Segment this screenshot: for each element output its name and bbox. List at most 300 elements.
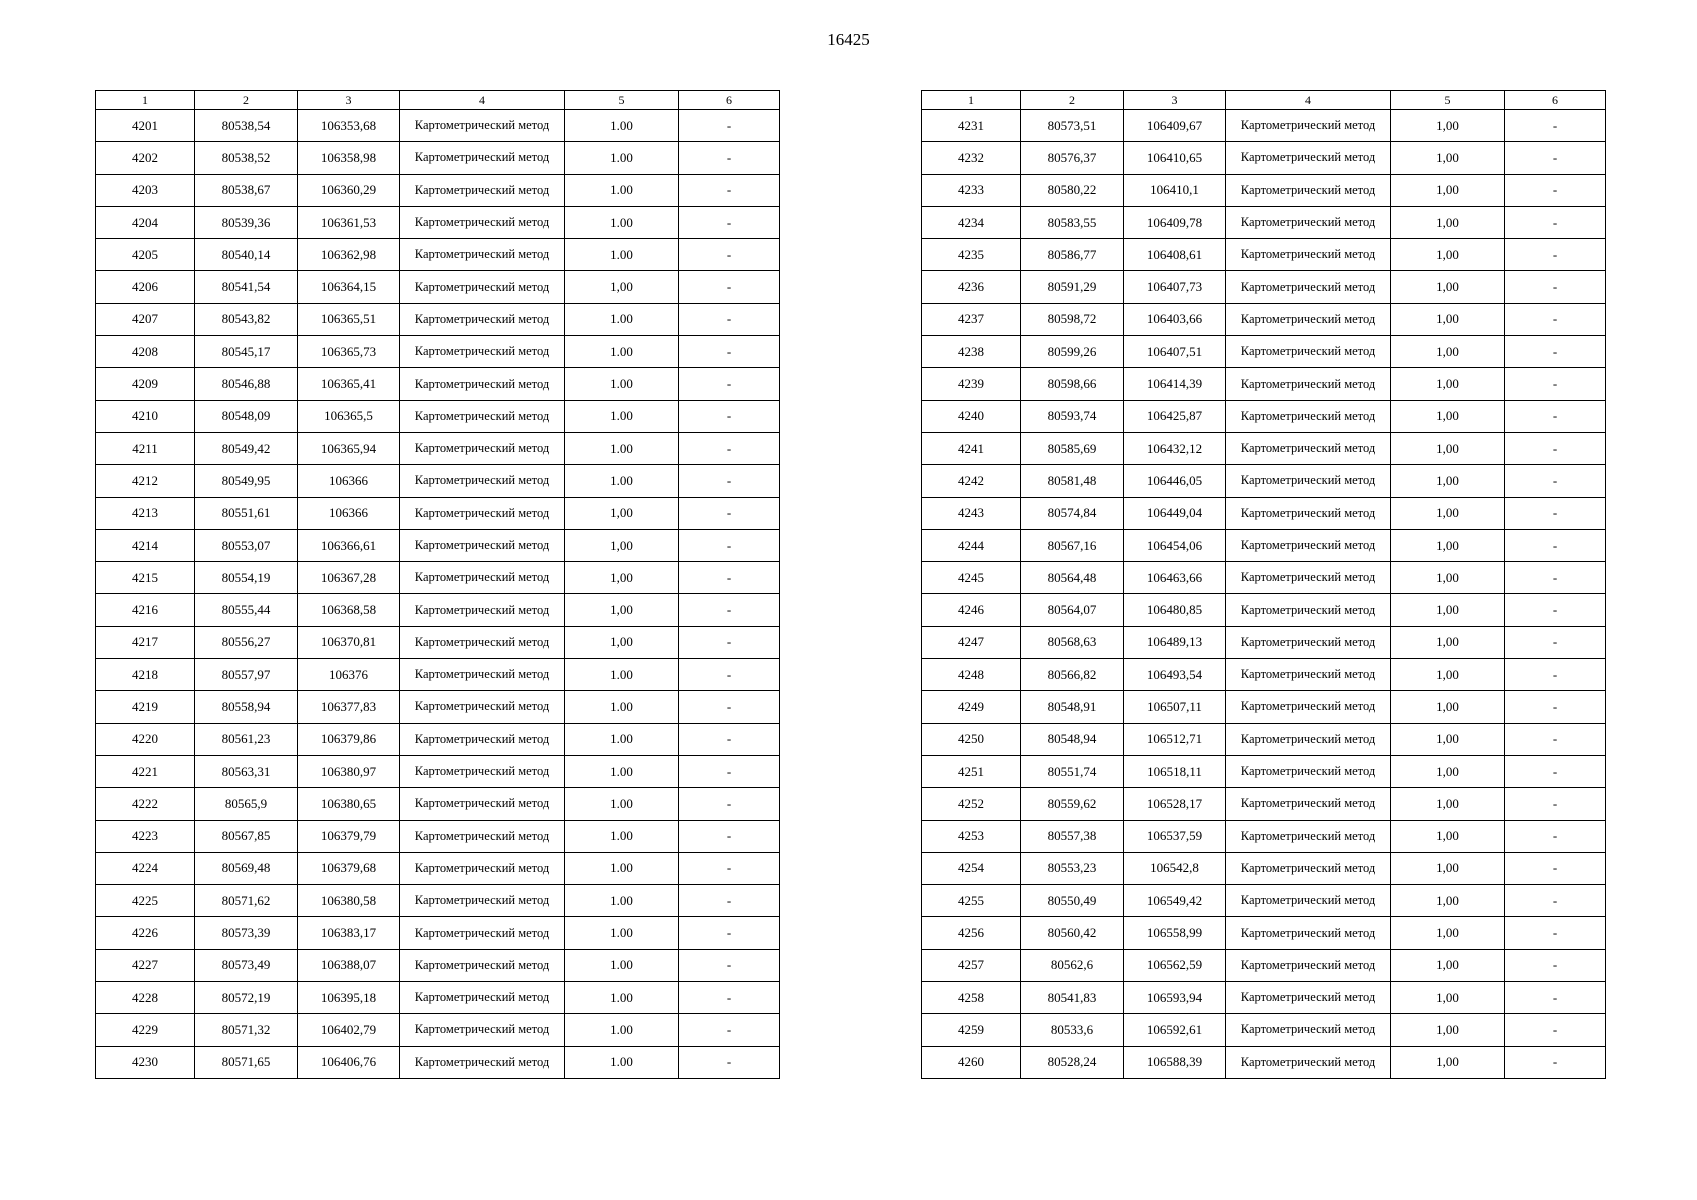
x-coordinate-cell: 80565,9	[195, 788, 298, 820]
y-coordinate-cell: 106380,58	[298, 885, 400, 917]
point-number-cell: 4243	[922, 497, 1021, 529]
point-number-cell: 4247	[922, 626, 1021, 658]
method-cell: Картометрический метод	[1226, 723, 1391, 755]
description-cell: -	[1505, 497, 1606, 529]
method-cell: Картометрический метод	[1226, 788, 1391, 820]
description-cell: -	[1505, 529, 1606, 561]
point-number-cell: 4258	[922, 982, 1021, 1014]
y-coordinate-cell: 106364,15	[298, 271, 400, 303]
x-coordinate-cell: 80546,88	[195, 368, 298, 400]
method-cell: Картометрический метод	[1226, 691, 1391, 723]
x-coordinate-cell: 80585,69	[1021, 432, 1124, 464]
column-header: 2	[195, 91, 298, 110]
method-cell: Картометрический метод	[1226, 626, 1391, 658]
x-coordinate-cell: 80569,48	[195, 852, 298, 884]
method-cell: Картометрический метод	[400, 594, 565, 626]
table-row	[922, 432, 1606, 464]
x-coordinate-cell: 80571,62	[195, 885, 298, 917]
x-coordinate-cell: 80598,72	[1021, 303, 1124, 335]
x-coordinate-cell: 80586,77	[1021, 239, 1124, 271]
method-cell: Картометрический метод	[400, 626, 565, 658]
method-cell: Картометрический метод	[400, 400, 565, 432]
method-cell: Картометрический метод	[400, 755, 565, 787]
accuracy-cell: 1,00	[1391, 336, 1505, 368]
x-coordinate-cell: 80540,14	[195, 239, 298, 271]
accuracy-cell: 1.00	[565, 820, 679, 852]
accuracy-cell: 1.00	[565, 1014, 679, 1046]
table-row	[922, 949, 1606, 981]
x-coordinate-cell: 80572,19	[195, 982, 298, 1014]
method-cell: Картометрический метод	[1226, 659, 1391, 691]
point-number-cell: 4217	[96, 626, 195, 658]
accuracy-cell: 1,00	[1391, 1014, 1505, 1046]
table-row	[96, 497, 780, 529]
accuracy-cell: 1,00	[1391, 432, 1505, 464]
description-cell: -	[679, 239, 780, 271]
description-cell: -	[1505, 626, 1606, 658]
method-cell: Картометрический метод	[1226, 432, 1391, 464]
accuracy-cell: 1,00	[1391, 174, 1505, 206]
table-row	[96, 755, 780, 787]
table-row	[922, 723, 1606, 755]
coordinates-table-right	[921, 90, 1606, 1079]
method-cell: Картометрический метод	[1226, 917, 1391, 949]
description-cell: -	[679, 1014, 780, 1046]
description-cell: -	[679, 400, 780, 432]
point-number-cell: 4205	[96, 239, 195, 271]
point-number-cell: 4257	[922, 949, 1021, 981]
point-number-cell: 4244	[922, 529, 1021, 561]
y-coordinate-cell: 106365,73	[298, 336, 400, 368]
y-coordinate-cell: 106562,59	[1124, 949, 1226, 981]
accuracy-cell: 1,00	[1391, 1046, 1505, 1078]
method-cell: Картометрический метод	[1226, 303, 1391, 335]
x-coordinate-cell: 80550,49	[1021, 885, 1124, 917]
description-cell: -	[679, 788, 780, 820]
accuracy-cell: 1,00	[1391, 594, 1505, 626]
point-number-cell: 4227	[96, 949, 195, 981]
method-cell: Картометрический метод	[400, 852, 565, 884]
accuracy-cell: 1,00	[1391, 788, 1505, 820]
method-cell: Картометрический метод	[1226, 594, 1391, 626]
x-coordinate-cell: 80554,19	[195, 562, 298, 594]
x-coordinate-cell: 80580,22	[1021, 174, 1124, 206]
column-header: 3	[1124, 91, 1226, 110]
method-cell: Картометрический метод	[400, 982, 565, 1014]
x-coordinate-cell: 80583,55	[1021, 206, 1124, 238]
accuracy-cell: 1.00	[565, 174, 679, 206]
accuracy-cell: 1.00	[565, 691, 679, 723]
table-row	[922, 497, 1606, 529]
description-cell: -	[679, 497, 780, 529]
description-cell: -	[1505, 271, 1606, 303]
method-cell: Картометрический метод	[400, 465, 565, 497]
description-cell: -	[1505, 432, 1606, 464]
y-coordinate-cell: 106403,66	[1124, 303, 1226, 335]
description-cell: -	[679, 174, 780, 206]
x-coordinate-cell: 80543,82	[195, 303, 298, 335]
y-coordinate-cell: 106380,97	[298, 755, 400, 787]
table-row	[922, 271, 1606, 303]
accuracy-cell: 1.00	[565, 917, 679, 949]
y-coordinate-cell: 106592,61	[1124, 1014, 1226, 1046]
column-header: 5	[1391, 91, 1505, 110]
table-row	[922, 400, 1606, 432]
table-row	[96, 949, 780, 981]
point-number-cell: 4210	[96, 400, 195, 432]
table-row	[922, 239, 1606, 271]
point-number-cell: 4226	[96, 917, 195, 949]
table-row	[96, 820, 780, 852]
accuracy-cell: 1,00	[1391, 206, 1505, 238]
y-coordinate-cell: 106361,53	[298, 206, 400, 238]
method-cell: Картометрический метод	[1226, 271, 1391, 303]
y-coordinate-cell: 106407,51	[1124, 336, 1226, 368]
description-cell: -	[679, 142, 780, 174]
x-coordinate-cell: 80560,42	[1021, 917, 1124, 949]
x-coordinate-cell: 80566,82	[1021, 659, 1124, 691]
x-coordinate-cell: 80591,29	[1021, 271, 1124, 303]
method-cell: Картометрический метод	[400, 949, 565, 981]
accuracy-cell: 1.00	[565, 982, 679, 1014]
y-coordinate-cell: 106480,85	[1124, 594, 1226, 626]
accuracy-cell: 1,00	[1391, 723, 1505, 755]
accuracy-cell: 1.00	[565, 723, 679, 755]
table-row	[922, 982, 1606, 1014]
y-coordinate-cell: 106395,18	[298, 982, 400, 1014]
description-cell: -	[679, 271, 780, 303]
point-number-cell: 4207	[96, 303, 195, 335]
accuracy-cell: 1.00	[565, 465, 679, 497]
method-cell: Картометрический метод	[1226, 336, 1391, 368]
method-cell: Картометрический метод	[1226, 174, 1391, 206]
method-cell: Картометрический метод	[1226, 562, 1391, 594]
table-row	[96, 626, 780, 658]
x-coordinate-cell: 80564,07	[1021, 594, 1124, 626]
point-number-cell: 4260	[922, 1046, 1021, 1078]
description-cell: -	[679, 852, 780, 884]
x-coordinate-cell: 80581,48	[1021, 465, 1124, 497]
description-cell: -	[1505, 562, 1606, 594]
description-cell: -	[679, 368, 780, 400]
point-number-cell: 4248	[922, 659, 1021, 691]
x-coordinate-cell: 80528,24	[1021, 1046, 1124, 1078]
description-cell: -	[679, 982, 780, 1014]
point-number-cell: 4216	[96, 594, 195, 626]
y-coordinate-cell: 106379,79	[298, 820, 400, 852]
description-cell: -	[1505, 142, 1606, 174]
point-number-cell: 4212	[96, 465, 195, 497]
method-cell: Картометрический метод	[400, 497, 565, 529]
description-cell: -	[1505, 917, 1606, 949]
point-number-cell: 4201	[96, 110, 195, 142]
y-coordinate-cell: 106383,17	[298, 917, 400, 949]
method-cell: Картометрический метод	[1226, 885, 1391, 917]
description-cell: -	[1505, 852, 1606, 884]
x-coordinate-cell: 80567,85	[195, 820, 298, 852]
y-coordinate-cell: 106365,41	[298, 368, 400, 400]
table-row	[96, 1014, 780, 1046]
method-cell: Картометрический метод	[400, 336, 565, 368]
y-coordinate-cell: 106454,06	[1124, 529, 1226, 561]
y-coordinate-cell: 106518,11	[1124, 755, 1226, 787]
y-coordinate-cell: 106380,65	[298, 788, 400, 820]
table-row	[922, 885, 1606, 917]
x-coordinate-cell: 80533,6	[1021, 1014, 1124, 1046]
y-coordinate-cell: 106377,83	[298, 691, 400, 723]
table-body-left	[96, 110, 780, 1079]
accuracy-cell: 1,00	[565, 497, 679, 529]
method-cell: Картометрический метод	[400, 691, 565, 723]
table-row	[96, 110, 780, 142]
method-cell: Картометрический метод	[1226, 368, 1391, 400]
y-coordinate-cell: 106353,68	[298, 110, 400, 142]
y-coordinate-cell: 106493,54	[1124, 659, 1226, 691]
y-coordinate-cell: 106528,17	[1124, 788, 1226, 820]
table-row	[922, 1014, 1606, 1046]
y-coordinate-cell: 106379,86	[298, 723, 400, 755]
method-cell: Картометрический метод	[1226, 1014, 1391, 1046]
x-coordinate-cell: 80548,09	[195, 400, 298, 432]
point-number-cell: 4255	[922, 885, 1021, 917]
y-coordinate-cell: 106449,04	[1124, 497, 1226, 529]
accuracy-cell: 1.00	[565, 368, 679, 400]
table-row	[922, 465, 1606, 497]
method-cell: Картометрический метод	[1226, 982, 1391, 1014]
y-coordinate-cell: 106512,71	[1124, 723, 1226, 755]
accuracy-cell: 1.00	[565, 336, 679, 368]
point-number-cell: 4213	[96, 497, 195, 529]
description-cell: -	[679, 1046, 780, 1078]
accuracy-cell: 1.00	[565, 110, 679, 142]
y-coordinate-cell: 106407,73	[1124, 271, 1226, 303]
description-cell: -	[679, 303, 780, 335]
x-coordinate-cell: 80556,27	[195, 626, 298, 658]
table-row	[96, 691, 780, 723]
table-row	[96, 885, 780, 917]
page-number: 16425	[827, 30, 870, 49]
x-coordinate-cell: 80553,23	[1021, 852, 1124, 884]
method-cell: Картометрический метод	[1226, 110, 1391, 142]
description-cell: -	[679, 594, 780, 626]
y-coordinate-cell: 106489,13	[1124, 626, 1226, 658]
method-cell: Картометрический метод	[400, 917, 565, 949]
column-header: 6	[679, 91, 780, 110]
point-number-cell: 4230	[96, 1046, 195, 1078]
table-row	[96, 529, 780, 561]
accuracy-cell: 1,00	[1391, 529, 1505, 561]
y-coordinate-cell: 106376	[298, 659, 400, 691]
y-coordinate-cell: 106507,11	[1124, 691, 1226, 723]
y-coordinate-cell: 106558,99	[1124, 917, 1226, 949]
accuracy-cell: 1.00	[565, 239, 679, 271]
method-cell: Картометрический метод	[1226, 400, 1391, 432]
description-cell: -	[1505, 1046, 1606, 1078]
y-coordinate-cell: 106409,78	[1124, 206, 1226, 238]
method-cell: Картометрический метод	[400, 432, 565, 464]
accuracy-cell: 1.00	[565, 1046, 679, 1078]
y-coordinate-cell: 106542,8	[1124, 852, 1226, 884]
table-row	[922, 110, 1606, 142]
y-coordinate-cell: 106365,51	[298, 303, 400, 335]
y-coordinate-cell: 106425,87	[1124, 400, 1226, 432]
point-number-cell: 4250	[922, 723, 1021, 755]
accuracy-cell: 1,00	[1391, 982, 1505, 1014]
table-row	[922, 755, 1606, 787]
point-number-cell: 4233	[922, 174, 1021, 206]
accuracy-cell: 1,00	[565, 594, 679, 626]
point-number-cell: 4236	[922, 271, 1021, 303]
accuracy-cell: 1.00	[565, 206, 679, 238]
table-row	[922, 820, 1606, 852]
method-cell: Картометрический метод	[1226, 206, 1391, 238]
table-row	[96, 723, 780, 755]
x-coordinate-cell: 80561,23	[195, 723, 298, 755]
method-cell: Картометрический метод	[1226, 239, 1391, 271]
description-cell: -	[679, 432, 780, 464]
y-coordinate-cell: 106446,05	[1124, 465, 1226, 497]
table-row	[922, 529, 1606, 561]
description-cell: -	[679, 820, 780, 852]
description-cell: -	[1505, 303, 1606, 335]
y-coordinate-cell: 106362,98	[298, 239, 400, 271]
y-coordinate-cell: 106549,42	[1124, 885, 1226, 917]
accuracy-cell: 1.00	[565, 432, 679, 464]
x-coordinate-cell: 80557,38	[1021, 820, 1124, 852]
point-number-cell: 4231	[922, 110, 1021, 142]
y-coordinate-cell: 106365,5	[298, 400, 400, 432]
accuracy-cell: 1,00	[1391, 691, 1505, 723]
accuracy-cell: 1.00	[565, 755, 679, 787]
accuracy-cell: 1.00	[565, 788, 679, 820]
x-coordinate-cell: 80576,37	[1021, 142, 1124, 174]
method-cell: Картометрический метод	[1226, 529, 1391, 561]
description-cell: -	[1505, 336, 1606, 368]
x-coordinate-cell: 80567,16	[1021, 529, 1124, 561]
x-coordinate-cell: 80548,94	[1021, 723, 1124, 755]
description-cell: -	[679, 110, 780, 142]
point-number-cell: 4218	[96, 659, 195, 691]
point-number-cell: 4245	[922, 562, 1021, 594]
method-cell: Картометрический метод	[400, 142, 565, 174]
method-cell: Картометрический метод	[400, 110, 565, 142]
coordinates-table-left	[95, 90, 780, 1079]
accuracy-cell: 1,00	[1391, 852, 1505, 884]
x-coordinate-cell: 80549,95	[195, 465, 298, 497]
table-row	[96, 336, 780, 368]
y-coordinate-cell: 106388,07	[298, 949, 400, 981]
description-cell: -	[1505, 206, 1606, 238]
method-cell: Картометрический метод	[400, 885, 565, 917]
table-row	[96, 206, 780, 238]
table-body-right	[922, 110, 1606, 1079]
point-number-cell: 4240	[922, 400, 1021, 432]
column-header: 5	[565, 91, 679, 110]
table-row	[96, 303, 780, 335]
method-cell: Картометрический метод	[400, 368, 565, 400]
point-number-cell: 4203	[96, 174, 195, 206]
method-cell: Картометрический метод	[1226, 497, 1391, 529]
y-coordinate-cell: 106537,59	[1124, 820, 1226, 852]
x-coordinate-cell: 80562,6	[1021, 949, 1124, 981]
x-coordinate-cell: 80557,97	[195, 659, 298, 691]
table-row	[922, 368, 1606, 400]
description-cell: -	[679, 691, 780, 723]
table-row	[96, 368, 780, 400]
table-row	[922, 562, 1606, 594]
x-coordinate-cell: 80541,54	[195, 271, 298, 303]
point-number-cell: 4252	[922, 788, 1021, 820]
accuracy-cell: 1.00	[565, 885, 679, 917]
point-number-cell: 4254	[922, 852, 1021, 884]
accuracy-cell: 1,00	[1391, 368, 1505, 400]
table-row	[922, 852, 1606, 884]
point-number-cell: 4202	[96, 142, 195, 174]
table-row	[922, 336, 1606, 368]
column-header: 4	[400, 91, 565, 110]
point-number-cell: 4253	[922, 820, 1021, 852]
method-cell: Картометрический метод	[1226, 852, 1391, 884]
table-row	[96, 562, 780, 594]
point-number-cell: 4246	[922, 594, 1021, 626]
y-coordinate-cell: 106360,29	[298, 174, 400, 206]
point-number-cell: 4229	[96, 1014, 195, 1046]
accuracy-cell: 1,00	[1391, 303, 1505, 335]
x-coordinate-cell: 80553,07	[195, 529, 298, 561]
y-coordinate-cell: 106406,76	[298, 1046, 400, 1078]
description-cell: -	[679, 336, 780, 368]
y-coordinate-cell: 106409,67	[1124, 110, 1226, 142]
method-cell: Картометрический метод	[400, 788, 565, 820]
point-number-cell: 4211	[96, 432, 195, 464]
description-cell: -	[1505, 110, 1606, 142]
accuracy-cell: 1,00	[1391, 400, 1505, 432]
accuracy-cell: 1,00	[565, 562, 679, 594]
y-coordinate-cell: 106366	[298, 465, 400, 497]
method-cell: Картометрический метод	[1226, 142, 1391, 174]
accuracy-cell: 1.00	[565, 852, 679, 884]
point-number-cell: 4225	[96, 885, 195, 917]
table-row	[96, 1046, 780, 1078]
x-coordinate-cell: 80573,39	[195, 917, 298, 949]
x-coordinate-cell: 80549,42	[195, 432, 298, 464]
table-row	[96, 917, 780, 949]
accuracy-cell: 1,00	[1391, 885, 1505, 917]
accuracy-cell: 1.00	[565, 303, 679, 335]
accuracy-cell: 1,00	[1391, 239, 1505, 271]
method-cell: Картометрический метод	[1226, 465, 1391, 497]
point-number-cell: 4234	[922, 206, 1021, 238]
accuracy-cell: 1,00	[565, 529, 679, 561]
table-row	[922, 206, 1606, 238]
point-number-cell: 4219	[96, 691, 195, 723]
description-cell: -	[679, 206, 780, 238]
y-coordinate-cell: 106463,66	[1124, 562, 1226, 594]
description-cell: -	[1505, 885, 1606, 917]
accuracy-cell: 1,00	[1391, 755, 1505, 787]
description-cell: -	[1505, 691, 1606, 723]
point-number-cell: 4224	[96, 852, 195, 884]
description-cell: -	[1505, 400, 1606, 432]
point-number-cell: 4259	[922, 1014, 1021, 1046]
description-cell: -	[1505, 239, 1606, 271]
accuracy-cell: 1,00	[1391, 949, 1505, 981]
description-cell: -	[1505, 820, 1606, 852]
table-row	[96, 239, 780, 271]
x-coordinate-cell: 80545,17	[195, 336, 298, 368]
point-number-cell: 4235	[922, 239, 1021, 271]
point-number-cell: 4249	[922, 691, 1021, 723]
